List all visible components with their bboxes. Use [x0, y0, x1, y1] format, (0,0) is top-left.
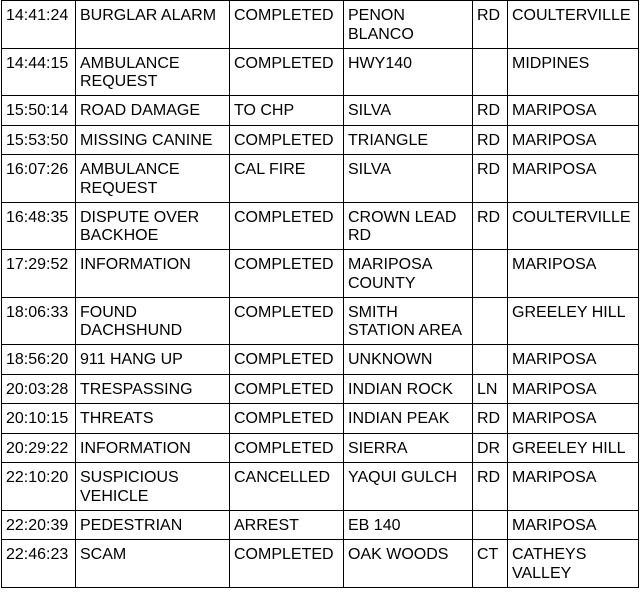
location-cell: HWY140: [344, 48, 473, 96]
disposition-cell: ARREST: [230, 510, 344, 540]
city-cell: COULTERVILLE: [508, 1, 639, 49]
city-cell: MARIPOSA: [508, 96, 639, 126]
table-row: [2, 1, 639, 49]
call-type-cell: SCAM: [76, 540, 230, 588]
call-time-cell: 14:41:24: [2, 1, 76, 49]
location-cell: MARIPOSA COUNTY: [344, 250, 473, 298]
city-cell: MARIPOSA: [508, 345, 639, 375]
street-type-cell: RD: [473, 404, 508, 434]
call-type-cell: BURGLAR ALARM: [76, 1, 230, 49]
table-row: [2, 250, 639, 298]
call-time-cell: 20:29:22: [2, 433, 76, 463]
city-cell: GREELEY HILL: [508, 433, 639, 463]
street-type-cell: RD: [473, 155, 508, 203]
street-type-cell: DR: [473, 433, 508, 463]
street-type-cell: [473, 297, 508, 345]
street-type-cell: RD: [473, 1, 508, 49]
call-time-cell: 14:44:15: [2, 48, 76, 96]
street-type-cell: RD: [473, 202, 508, 250]
table-row: [2, 374, 639, 404]
city-cell: MIDPINES: [508, 48, 639, 96]
call-type-cell: DISPUTE OVER BACKHOE: [76, 202, 230, 250]
street-type-cell: RD: [473, 125, 508, 155]
table-row: [2, 540, 639, 588]
table-row: [2, 297, 639, 345]
disposition-cell: COMPLETED: [230, 125, 344, 155]
call-log-body: [2, 1, 639, 588]
call-time-cell: 18:06:33: [2, 297, 76, 345]
call-time-cell: 17:29:52: [2, 250, 76, 298]
city-cell: MARIPOSA: [508, 404, 639, 434]
street-type-cell: [473, 250, 508, 298]
call-time-cell: 20:10:15: [2, 404, 76, 434]
street-type-cell: CT: [473, 540, 508, 588]
street-type-cell: [473, 48, 508, 96]
table-row: [2, 404, 639, 434]
call-time-cell: 16:48:35: [2, 202, 76, 250]
location-cell: YAQUI GULCH: [344, 463, 473, 511]
disposition-cell: COMPLETED: [230, 297, 344, 345]
disposition-cell: CAL FIRE: [230, 155, 344, 203]
street-type-cell: [473, 510, 508, 540]
disposition-cell: COMPLETED: [230, 374, 344, 404]
table-row: [2, 125, 639, 155]
city-cell: MARIPOSA: [508, 250, 639, 298]
location-cell: SMITH STATION AREA: [344, 297, 473, 345]
call-type-cell: ROAD DAMAGE: [76, 96, 230, 126]
disposition-cell: TO CHP: [230, 96, 344, 126]
disposition-cell: COMPLETED: [230, 1, 344, 49]
street-type-cell: RD: [473, 463, 508, 511]
location-cell: INDIAN PEAK: [344, 404, 473, 434]
table-row: [2, 463, 639, 511]
disposition-cell: CANCELLED: [230, 463, 344, 511]
call-time-cell: 22:10:20: [2, 463, 76, 511]
city-cell: MARIPOSA: [508, 463, 639, 511]
table-row: [2, 510, 639, 540]
call-type-cell: INFORMATION: [76, 433, 230, 463]
location-cell: CROWN LEAD RD: [344, 202, 473, 250]
call-type-cell: AMBULANCE REQUEST: [76, 48, 230, 96]
call-type-cell: THREATS: [76, 404, 230, 434]
location-cell: SIERRA: [344, 433, 473, 463]
table-row: [2, 202, 639, 250]
location-cell: UNKNOWN: [344, 345, 473, 375]
table-row: [2, 345, 639, 375]
street-type-cell: RD: [473, 96, 508, 126]
call-time-cell: 22:46:23: [2, 540, 76, 588]
call-type-cell: INFORMATION: [76, 250, 230, 298]
street-type-cell: [473, 345, 508, 375]
city-cell: MARIPOSA: [508, 125, 639, 155]
disposition-cell: COMPLETED: [230, 202, 344, 250]
call-type-cell: 911 HANG UP: [76, 345, 230, 375]
call-log-table: [1, 0, 639, 588]
location-cell: SILVA: [344, 96, 473, 126]
disposition-cell: COMPLETED: [230, 48, 344, 96]
call-time-cell: 20:03:28: [2, 374, 76, 404]
location-cell: PENON BLANCO: [344, 1, 473, 49]
disposition-cell: COMPLETED: [230, 345, 344, 375]
disposition-cell: COMPLETED: [230, 404, 344, 434]
disposition-cell: COMPLETED: [230, 433, 344, 463]
call-type-cell: TRESPASSING: [76, 374, 230, 404]
call-type-cell: AMBULANCE REQUEST: [76, 155, 230, 203]
call-time-cell: 15:50:14: [2, 96, 76, 126]
location-cell: EB 140: [344, 510, 473, 540]
location-cell: TRIANGLE: [344, 125, 473, 155]
call-time-cell: 16:07:26: [2, 155, 76, 203]
call-type-cell: MISSING CANINE: [76, 125, 230, 155]
city-cell: MARIPOSA: [508, 155, 639, 203]
table-row: [2, 155, 639, 203]
city-cell: GREELEY HILL: [508, 297, 639, 345]
table-row: [2, 48, 639, 96]
call-type-cell: PEDESTRIAN: [76, 510, 230, 540]
call-time-cell: 22:20:39: [2, 510, 76, 540]
location-cell: OAK WOODS: [344, 540, 473, 588]
city-cell: MARIPOSA: [508, 374, 639, 404]
call-type-cell: FOUND DACHSHUND: [76, 297, 230, 345]
city-cell: CATHEYS VALLEY: [508, 540, 639, 588]
disposition-cell: COMPLETED: [230, 250, 344, 298]
table-row: [2, 433, 639, 463]
call-type-cell: SUSPICIOUS VEHICLE: [76, 463, 230, 511]
city-cell: MARIPOSA: [508, 510, 639, 540]
call-time-cell: 15:53:50: [2, 125, 76, 155]
disposition-cell: COMPLETED: [230, 540, 344, 588]
street-type-cell: LN: [473, 374, 508, 404]
city-cell: COULTERVILLE: [508, 202, 639, 250]
table-row: [2, 96, 639, 126]
call-time-cell: 18:56:20: [2, 345, 76, 375]
location-cell: SILVA: [344, 155, 473, 203]
location-cell: INDIAN ROCK: [344, 374, 473, 404]
